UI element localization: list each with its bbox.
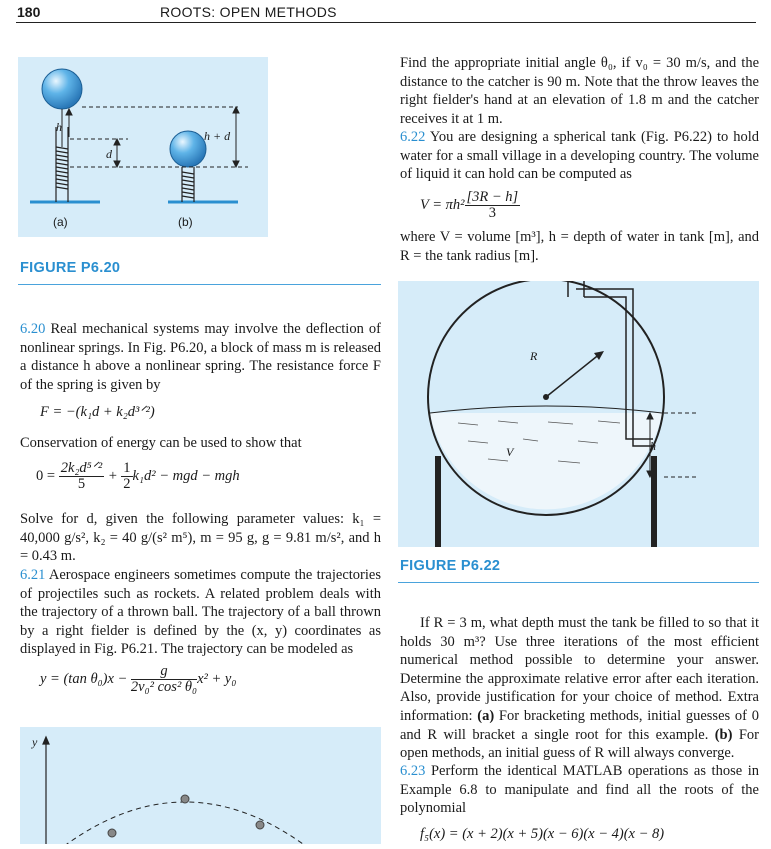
problem-text: Aerospace engineers sometimes compute the trajectories of projectiles such as rockets. A related problem deals with the trajectory of a thrown ball. The trajectory of a ball thrown by a right fielder is defined by the (x, y) coordinates as displayed in Fig. P6.21. The trajectory can be modeled as: [20, 567, 381, 658]
problem-number: 6.21: [20, 567, 46, 583]
label-R: R: [530, 349, 538, 363]
caption-rule: [18, 284, 381, 285]
problem-number: 6.20: [20, 321, 46, 337]
figure-p6-21: [20, 727, 381, 844]
equation-volume: V = πh² $\frac{[3R - h]}{3}$: [420, 189, 519, 221]
problem-text: Real mechanical systems may involve the deflection of nonlinear springs. In Fig. P6.20, a block of mass m is released a distance h above a nonlinear spring. The resistance force F of the spring is given by: [20, 321, 382, 393]
label-d: d: [106, 147, 112, 161]
problem-6-22-question: If R = 3 m, what depth must the tank be filled to so that it holds 30 m³? Use three iterations of the most efficient numerical method possible to determine your answer. Determine the approximate relative error after each iteration. Also, provide justification for your choice of method. Extra information: (a) For bracketing methods, initial guesses of 0 and R will bracket a single root for this example. (b) For open methods, an initial guess of R will always converge.: [400, 615, 759, 762]
figure-p6-22: [398, 281, 759, 547]
problem-text: You are designing a spherical tank (Fig. P6.22) to hold water for a small village in a developing country. The volume of liquid it can hold can be computed as: [400, 129, 759, 183]
problem-number: 6.22: [400, 129, 426, 145]
problem-number: 6.23: [400, 763, 426, 779]
label-h-plus-d: h + d: [204, 129, 231, 143]
figure-p6-22-caption: FIGURE P6.22: [400, 558, 501, 574]
equation-trajectory: y = (tan θ₀)x − $\frac{g}{\text{2v₀² cos² θ₀}}$ x² + y₀: [40, 663, 237, 695]
axis-y-label: y: [32, 735, 38, 749]
label-b: (b): [178, 215, 193, 229]
problem-6-21: [20, 566, 381, 659]
equation-polynomial: f₅(x) = (x + 2)(x + 5)(x − 6)(x − 4)(x − 8): [420, 826, 665, 842]
running-title: ROOTS: OPEN METHODS: [160, 4, 337, 20]
label-V: V: [506, 445, 514, 459]
problem-6-22-where: where V = volume [m³], h = depth of water in tank [m], and R = the tank radius [m].: [400, 229, 759, 264]
caption-rule: [398, 582, 759, 583]
spherical-tank-diagram: [398, 281, 759, 547]
figure-p6-20-caption: FIGURE P6.20: [20, 260, 121, 276]
equation-force: F = −(k₁d + k₂d³ᐟ²): [40, 404, 155, 420]
page-number: 180: [17, 4, 41, 20]
trajectory-diagram: [20, 727, 381, 844]
problem-6-20-solve: Solve for d, given the following parameter values: k₁ = 40,000 g/s², k₂ = 40 g/(s² m⁵), m = 95 g, g = 9.81 m/s², and h = 0.43 m.: [20, 511, 381, 565]
problem-6-22: [400, 128, 759, 184]
label-h: h: [650, 439, 656, 453]
problem-6-20-mid: Conservation of energy can be used to show that: [20, 435, 302, 451]
problem-text: Perform the identical MATLAB operations as those in Example 6.8 to manipulate and find all the roots of the polynomial: [400, 763, 759, 817]
label-a: (a): [53, 215, 68, 229]
problem-6-23: [400, 762, 759, 818]
figure-p6-20: [18, 57, 268, 237]
equation-energy: 0 = $\frac{\text{2k₂d⁵ᐟ²}}{5}$ + $\frac{1}{2}$ k₁d² − mgd − mgh: [36, 460, 240, 492]
running-header: [0, 0, 771, 24]
problem-6-21-continued: Find the appropriate initial angle θ₀, if v₀ = 30 m/s, and the distance to the catcher is 90 m. Note that the throw leaves the right fielder's hand at an elevation of 1.8 m and the catcher receives it at 1 m.: [400, 55, 759, 127]
header-rule: [16, 22, 756, 23]
label-h: h: [56, 120, 62, 134]
problem-6-20-intro: [20, 320, 381, 394]
spring-b: [182, 167, 194, 202]
spring-diagram: [18, 57, 268, 237]
